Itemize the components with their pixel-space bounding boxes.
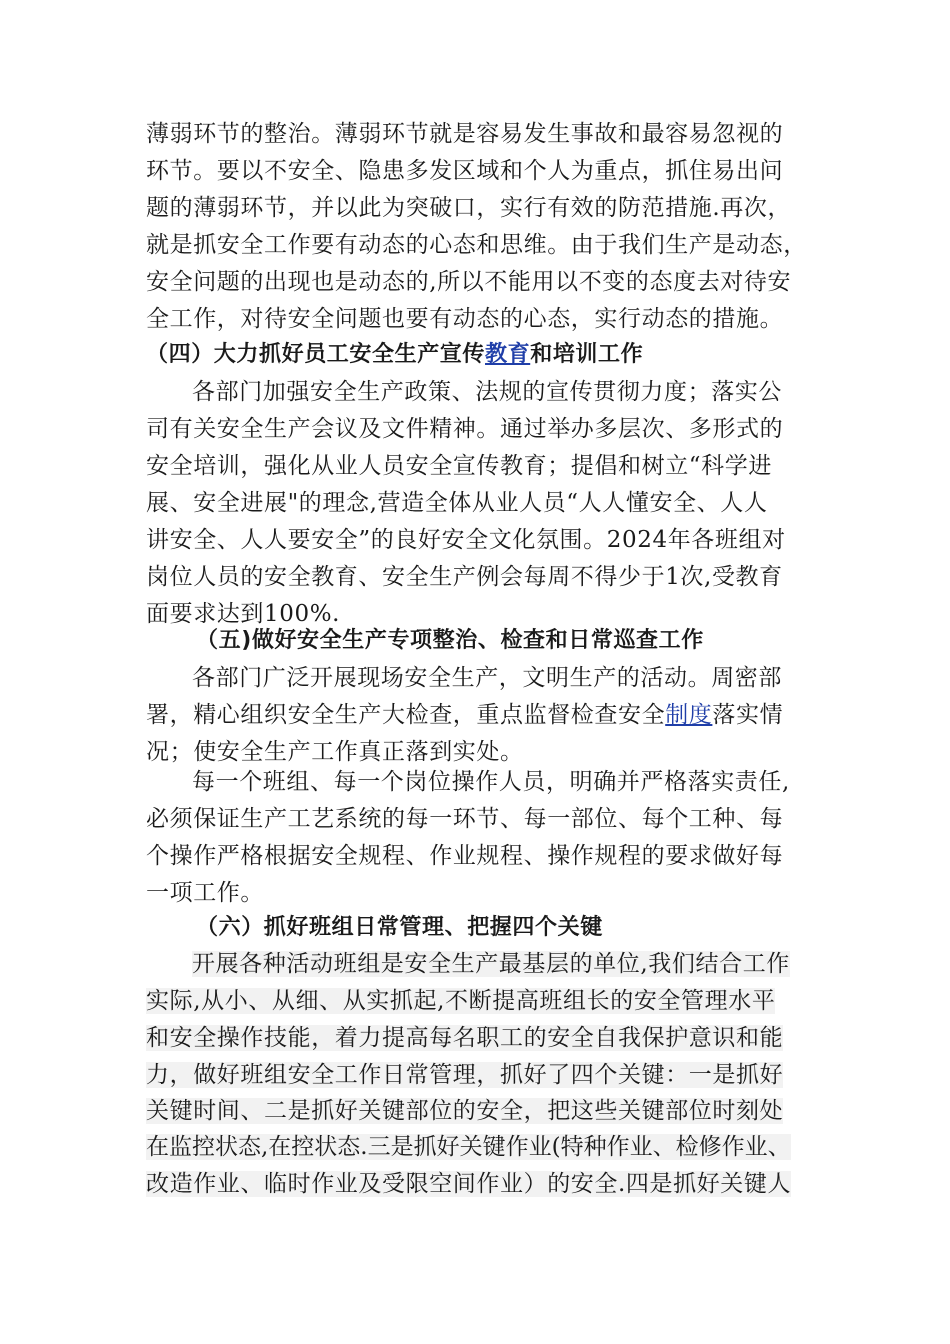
paragraph-line <box>146 1166 791 1202</box>
paragraph-line: 司有关安全生产会议及文件精神。通过举办多层次、多形式的 <box>146 416 784 442</box>
education-link[interactable]: 教育 <box>485 342 531 367</box>
section-heading-4 <box>146 337 643 373</box>
section-heading-5: （五)做好安全生产专项整治、检查和日常巡查工作 <box>196 628 704 653</box>
paragraph-line: 全工作，对待安全问题也要有动态的心态，实行动态的措施。 <box>146 306 784 332</box>
paragraph-line: 各部门加强安全生产政策、法规的宣传贯彻力度；落实公 <box>192 379 782 405</box>
paragraph-line: 一项工作。 <box>146 880 264 906</box>
paragraph-line: 必须保证生产工艺系统的每一环节、每一部位、每个工种、每 <box>146 806 784 832</box>
paragraph-line <box>146 1020 783 1056</box>
paragraph-line <box>192 946 790 982</box>
paragraph-line: 每一个班组、每一个岗位操作人员，明确并严格落实责任, <box>192 769 790 795</box>
paragraph-line: 环节。要以不安全、隐患多发区域和个人为重点，抓住易出问 <box>146 158 784 184</box>
paragraph-line: 就是抓安全工作要有动态的心态和思维。由于我们生产是动态， <box>146 232 807 258</box>
highlighted-text: 改造作业、临时作业及受限空间作业）的安全.四是抓好关键人 <box>146 1171 792 1197</box>
heading-text: （四）大力抓好员工安全生产宣传 <box>146 342 486 367</box>
paragraph-line: 薄弱环节的整治。薄弱环节就是容易发生事故和最容易忽视的 <box>146 121 784 147</box>
section-heading-6: （六）抓好班组日常管理、把握四个关键 <box>196 915 603 940</box>
paragraph-line: 讲安全、人人要安全”的良好安全文化氛围。2024年各班组对 <box>146 527 786 553</box>
paragraph-line: 安全培训，强化从业人员安全宣传教育；提倡和树立“科学进 <box>146 453 772 479</box>
paragraph-line: 各部门广泛开展现场安全生产，文明生产的活动。周密部 <box>192 665 782 691</box>
paragraph-line: 岗位人员的安全教育、安全生产例会每周不得少于1次,受教育 <box>146 564 783 590</box>
paragraph-line <box>146 1129 791 1165</box>
highlighted-text: 关键时间、二是抓好关键部位的安全，把这些关键部位时刻处 <box>146 1098 784 1124</box>
highlighted-text: 力，做好班组安全工作日常管理，抓好了四个关键：一是抓好 <box>146 1062 784 1088</box>
line-text: 落实情 <box>712 702 784 728</box>
line-text: 署，精心组织安全生产大检查，重点监督检查安全 <box>146 702 666 728</box>
paragraph-line: 况；使安全生产工作真正落到实处。 <box>146 739 524 765</box>
paragraph-line <box>146 1057 783 1093</box>
paragraph-line: 展、安全进展"的理念,营造全体从业人员“人人懂安全、人人 <box>146 490 768 516</box>
paragraph-line: 安全问题的出现也是动态的,所以不能用以不变的态度去对待安 <box>146 269 792 295</box>
paragraph-line <box>146 1093 783 1129</box>
paragraph-line: 面要求达到100%. <box>146 601 341 627</box>
highlighted-text: 实际,从小、从细、从实抓起,不断提高班组长的安全管理水平 <box>146 988 776 1014</box>
paragraph-line <box>146 697 783 733</box>
system-link[interactable]: 制度 <box>665 702 713 728</box>
heading-text: 和培训工作 <box>530 342 644 367</box>
highlighted-text: 在监控状态,在控状态.三是抓好关键作业(特种作业、检修作业、 <box>146 1134 791 1160</box>
highlighted-text: 开展各种活动班组是安全生产最基层的单位,我们结合工作 <box>192 951 790 977</box>
paragraph-line <box>146 983 775 1019</box>
highlighted-text: 和安全操作技能，着力提高每名职工的安全自我保护意识和能 <box>146 1025 784 1051</box>
paragraph-line: 个操作严格根据安全规程、作业规程、操作规程的要求做好每 <box>146 843 784 869</box>
paragraph-line: 题的薄弱环节，并以此为突破口，实行有效的防范措施.再次， <box>146 195 792 221</box>
